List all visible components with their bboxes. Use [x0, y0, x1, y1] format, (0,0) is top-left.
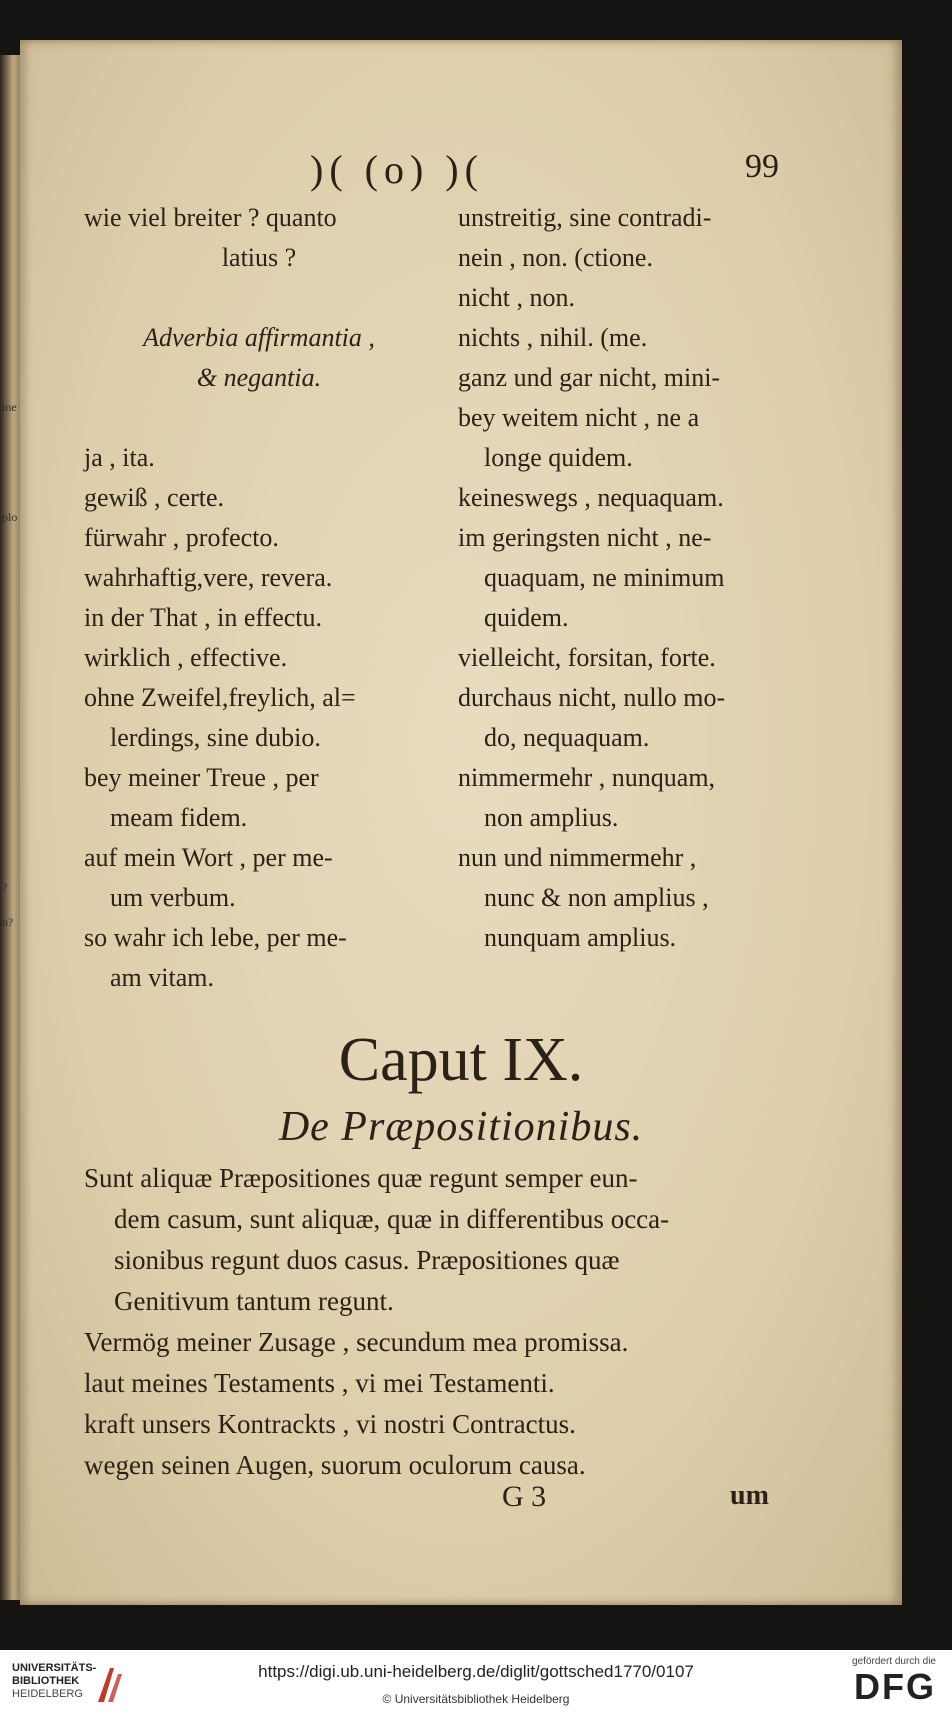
library-name-1: UNIVERSITÄTS-: [12, 1662, 97, 1674]
text-line: nun und nimmermehr ,: [458, 843, 697, 872]
signature-mark: G 3: [502, 1480, 547, 1513]
dfg-wordmark: DFG: [854, 1666, 936, 1707]
header-ornament: )( (o) )(: [310, 147, 484, 192]
text-line: quaquam, ne minimum: [484, 563, 725, 592]
text-line: im geringsten nicht , ne-: [458, 523, 712, 552]
blank-line: [84, 398, 434, 438]
text-line: non amplius.: [484, 803, 619, 832]
text-line: Adverbia affirmantia ,: [143, 323, 375, 352]
text-line: gewiß , certe.: [84, 483, 225, 512]
margin-fragment: n?: [2, 915, 14, 929]
text-line: unstreitig, sine contradi-: [458, 203, 712, 232]
text-line: dem casum, sunt aliquæ, quæ in differentibus occa-: [114, 1204, 670, 1234]
chapter-subtitle: De Præpositionibus.: [278, 1104, 644, 1150]
library-name-2: BIBLIOTHEK: [12, 1675, 80, 1687]
chapter-title: Caput IX.: [338, 1026, 584, 1094]
text-line: nicht , non.: [458, 283, 575, 312]
text-line: nunc & non amplius ,: [484, 883, 709, 912]
text-line: ganz und gar nicht, mini-: [458, 363, 721, 392]
library-name-3: HEIDELBERG: [12, 1688, 83, 1700]
text-line: & negantia.: [196, 363, 322, 392]
catchword: um: [730, 1480, 769, 1511]
previous-page-edge: [0, 55, 22, 1600]
funded-by-label: gefördert durch die: [852, 1656, 936, 1667]
text-line: auf mein Wort , per me-: [84, 843, 333, 872]
text-line: ohne Zweifel,freylich, al=: [84, 683, 356, 712]
text-line: laut meines Testaments , vi mei Testamenti.: [84, 1368, 555, 1398]
left-column: [84, 198, 434, 998]
text-line: bey weitem nicht , ne a: [458, 403, 700, 432]
dfg-logo: [852, 1656, 936, 1707]
text-line: durchaus nicht, nullo mo-: [458, 683, 726, 712]
text-line: am vitam.: [110, 963, 214, 992]
permalink-url[interactable]: https://digi.ub.uni-heidelberg.de/diglit/gottsched1770/0107: [258, 1662, 694, 1681]
margin-fragment: plo: [2, 510, 18, 524]
text-line: Vermög meiner Zusage , secundum mea promissa.: [84, 1327, 629, 1357]
text-line: vielleicht, forsitan, forte.: [458, 643, 716, 672]
page-number: 99: [745, 148, 779, 185]
text-line: in der That , in effectu.: [84, 603, 323, 632]
text-line: fürwahr , profecto.: [84, 523, 279, 552]
text-line: meam fidem.: [110, 803, 248, 832]
book-page: [20, 40, 902, 1605]
text-line: latius ?: [221, 243, 297, 272]
text-line: keineswegs , nequaquam.: [458, 483, 724, 512]
text-line: sionibus regunt duos casus. Præpositiones quæ: [114, 1245, 620, 1275]
text-line: wie viel breiter ? quanto: [84, 203, 337, 232]
text-line: wahrhaftig,vere, revera.: [84, 563, 333, 592]
text-line: nunquam amplius.: [484, 923, 677, 952]
text-line: wegen seinen Augen, suorum oculorum causa.: [84, 1450, 586, 1480]
text-line: ja , ita.: [84, 443, 155, 472]
text-line: do, nequaquam.: [484, 723, 650, 752]
chapter-body: [84, 1158, 814, 1486]
text-line: kraft unsers Kontrackts , vi nostri Contractus.: [84, 1409, 576, 1439]
copyright-notice: © Universitätsbibliothek Heidelberg: [382, 1692, 570, 1706]
page-header: [20, 147, 902, 192]
text-line: um verbum.: [110, 883, 236, 912]
text-line: Sunt aliquæ Præpositiones quæ regunt semper eun-: [84, 1163, 638, 1193]
text-line: nein , non. (ctione.: [458, 243, 653, 272]
text-line: lerdings, sine dubio.: [110, 723, 321, 752]
text-line: bey meiner Treue , per: [84, 763, 319, 792]
text-line: nimmermehr , nunquam,: [458, 763, 716, 792]
margin-fragment: ?: [2, 880, 8, 894]
text-line: Genitivum tantum regunt.: [114, 1286, 394, 1316]
text-line: so wahr ich lebe, per me-: [84, 923, 347, 952]
blank-line: [84, 278, 434, 318]
text-line: quidem.: [484, 603, 569, 632]
text-line: wirklich , effective.: [84, 643, 288, 672]
text-line: nichts , nihil. (me.: [458, 323, 648, 352]
right-column: [458, 198, 818, 958]
margin-fragment: ine: [2, 400, 17, 414]
footer-bar: [0, 1650, 952, 1720]
text-line: longe quidem.: [484, 443, 633, 472]
